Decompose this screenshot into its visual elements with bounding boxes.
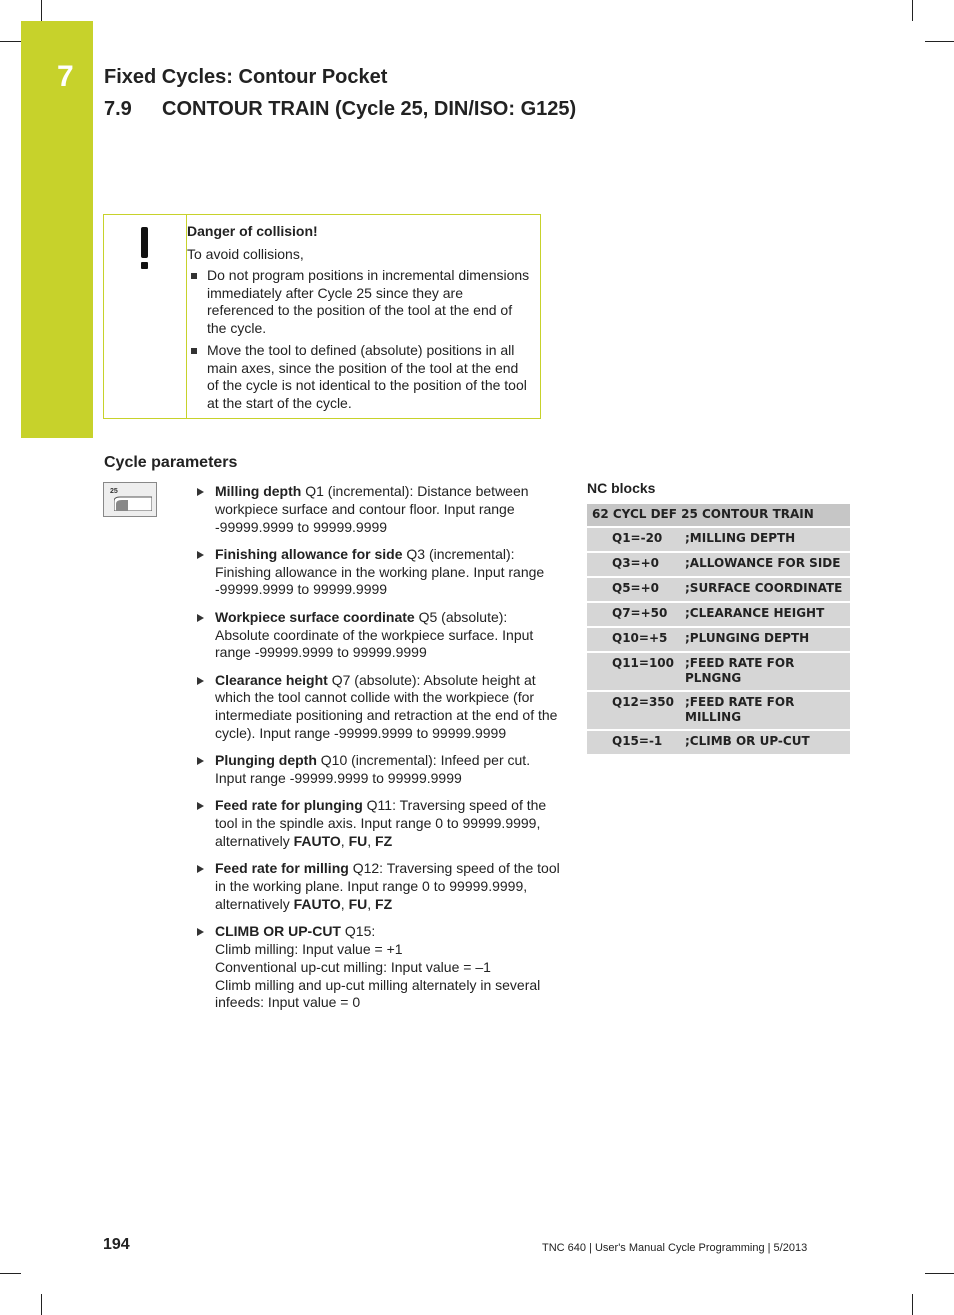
param-plunging-depth: Plunging depth Q10 (incremental): Infeed per cut. Input range -99999.9999 to 99999.9999 <box>195 752 560 788</box>
arrow-right-icon <box>197 677 204 685</box>
crop-mark <box>41 1294 42 1315</box>
table-row: Q3=+0 ;ALLOWANCE FOR SIDE <box>587 552 850 577</box>
param-finishing-allowance: Finishing allowance for side Q3 (incremental): Finishing allowance in the working plane. Input range -99999.9999 to 99999.9999 <box>195 546 560 599</box>
section-title-text: CONTOUR TRAIN (Cycle 25, DIN/ISO: G125) <box>162 98 577 120</box>
softkey-label: 25 <box>110 488 118 495</box>
arrow-right-icon <box>197 865 204 873</box>
warning-list <box>187 267 533 412</box>
crop-mark <box>41 0 42 21</box>
nc-blocks-heading: NC blocks <box>587 480 656 496</box>
warning-intro: To avoid collisions, <box>187 245 304 262</box>
table-header-cell: 62 CYCL DEF 25 CONTOUR TRAIN <box>587 504 850 527</box>
param-clearance-height: Clearance height Q7 (absolute): Absolute height at which the tool cannot collide with the workpiece (for intermediate positioning and retraction at the end of the cycle). Input range -99999.9999 to 99999.9999 <box>195 672 560 743</box>
contour-train-icon <box>114 495 152 511</box>
table-row: Q1=-20 ;MILLING DEPTH <box>587 527 850 552</box>
section-title <box>104 98 576 121</box>
warning-content <box>187 223 533 417</box>
crop-mark <box>912 0 913 21</box>
table-row: Q11=100 ;FEED RATE FOR PLNGNG <box>587 652 850 691</box>
warning-item: Move the tool to defined (absolute) positions in all main axes, since the position of the tool at the end of the cycle is not identical to the position of the tool at the start of the cycle. <box>187 342 533 412</box>
table-row: Q10=+5 ;PLUNGING DEPTH <box>587 627 850 652</box>
crop-mark <box>0 41 21 42</box>
warning-box <box>103 214 541 419</box>
crop-mark <box>0 1273 21 1274</box>
arrow-right-icon <box>197 488 204 496</box>
param-milling-depth: Milling depth Q1 (incremental): Distance between workpiece surface and contour floor. Input range -99999.9999 to 99999.9999 <box>195 483 560 536</box>
arrow-right-icon <box>197 802 204 810</box>
table-row: Q15=-1 ;CLIMB OR UP-CUT <box>587 730 850 755</box>
param-feed-plunging: Feed rate for plunging Q11: Traversing speed of the tool in the spindle axis. Input range 0 to 99999.9999, alternatively FAUTO, FU, FZ <box>195 797 560 850</box>
table-row: Q12=350 ;FEED RATE FOR MILLING <box>587 691 850 730</box>
section-number: 7.9 <box>104 98 132 120</box>
warning-item: Do not program positions in incremental dimensions immediately after Cycle 25 since they are referenced to the position of the tool at the end of the cycle. <box>187 267 533 337</box>
param-climb-upcut: CLIMB OR UP-CUT Q15: Climb milling: Input value = +1 Conventional up-cut milling: Input value = –1 Climb milling and up-cut milling alternately in several infeeds: Input value = 0 <box>195 923 560 1012</box>
crop-mark <box>925 41 954 42</box>
table-row: Q5=+0 ;SURFACE COORDINATE <box>587 577 850 602</box>
bullet-square-icon <box>191 273 197 279</box>
cycle-parameters-heading: Cycle parameters <box>104 454 238 471</box>
parameter-list <box>195 483 560 1022</box>
crop-mark <box>925 1273 954 1274</box>
chapter-title: Fixed Cycles: Contour Pocket <box>104 66 388 88</box>
arrow-right-icon <box>197 928 204 936</box>
footer-text: TNC 640 | User's Manual Cycle Programming | 5/2013 <box>542 1242 808 1254</box>
arrow-right-icon <box>197 757 204 765</box>
arrow-right-icon <box>197 551 204 559</box>
page-number: 194 <box>103 1236 130 1253</box>
nc-blocks-table <box>587 504 850 756</box>
chapter-number: 7 <box>57 60 74 93</box>
crop-mark <box>912 1294 913 1315</box>
table-header-row <box>587 504 850 527</box>
bullet-square-icon <box>191 348 197 354</box>
param-feed-milling: Feed rate for milling Q12: Traversing speed of the tool in the working plane. Input range 0 to 99999.9999, alternatively FAUTO, FU, FZ <box>195 860 560 913</box>
arrow-right-icon <box>197 614 204 622</box>
table-row: Q7=+50 ;CLEARANCE HEIGHT <box>587 602 850 627</box>
warning-title: Danger of collision! <box>187 223 318 239</box>
param-surface-coordinate: Workpiece surface coordinate Q5 (absolute): Absolute coordinate of the workpiece surface. Input range -99999.9999 to 99999.9999 <box>195 609 560 662</box>
cycle-25-softkey-icon <box>103 482 157 517</box>
